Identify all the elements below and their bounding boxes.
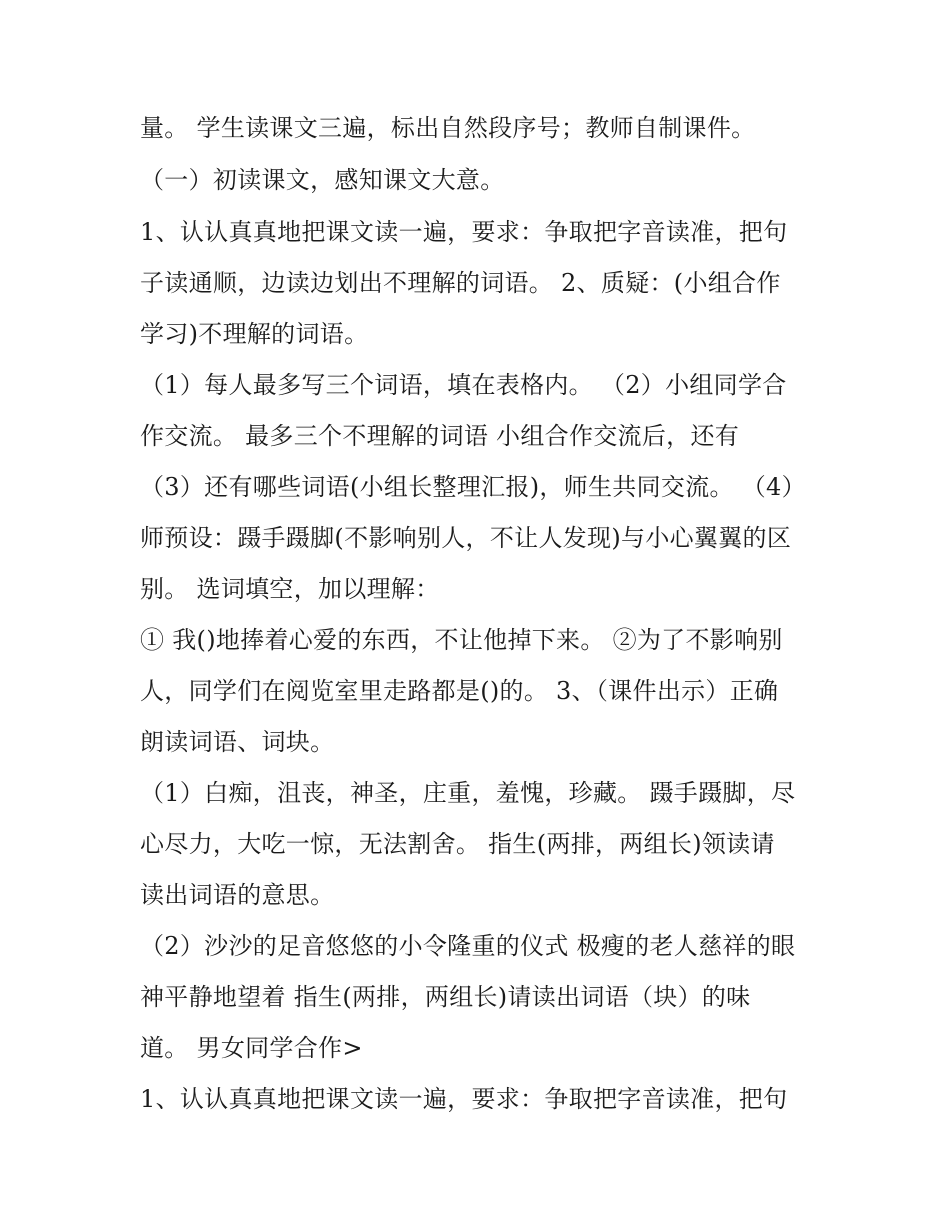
text-line-9: 师预设：蹑手蹑脚(不影响别人，不让人发现)与小心翼翼的区 <box>140 524 792 552</box>
text-line-17: （2）沙沙的足音悠悠的小令隆重的仪式 极瘦的老人慈祥的眼 <box>140 932 796 960</box>
text-line-2: （一）初读课文，感知课文大意。 <box>140 166 505 194</box>
text-line-15: 心尽力，大吃一惊，无法割舍。 指生(两排，两组长)领读请 <box>140 830 775 858</box>
text-line-1: 量。 学生读课文三遍，标出自然段序号；教师自制课件。 <box>140 114 756 142</box>
text-line-4: 子读通顺，边读边划出不理解的词语。 2、质疑：(小组合作 <box>140 269 781 297</box>
text-line-8: （3）还有哪些词语(小组长整理汇报)，师生共同交流。 （4） <box>140 473 806 501</box>
text-line-5: 学习)不理解的词语。 <box>140 320 369 348</box>
text-line-12: 人，同学们在阅览室里走路都是()的。 3、（课件出示）正确 <box>140 677 779 705</box>
text-line-20: 1、认认真真地把课文读一遍，要求：争取把字音读准，把句 <box>140 1085 788 1113</box>
text-line-11: ① 我()地捧着心爱的东西，不让他掉下来。 ②为了不影响别 <box>140 626 783 654</box>
text-line-6: （1）每人最多写三个词语，填在表格内。 （2）小组同学合 <box>140 371 787 399</box>
text-line-19: 道。 男女同学合作> <box>140 1034 363 1062</box>
text-line-18: 神平静地望着 指生(两排，两组长)请读出词语（块）的味 <box>140 983 751 1011</box>
text-line-16: 读出词语的意思。 <box>140 881 335 909</box>
text-line-14: （1）白痴，沮丧，神圣，庄重，羞愧，珍藏。 蹑手蹑脚，尽 <box>140 779 796 807</box>
text-line-13: 朗读词语、词块。 <box>140 728 335 756</box>
text-line-7: 作交流。 最多三个不理解的词语 小组合作交流后，还有 <box>140 422 740 450</box>
text-line-10: 别。 选词填空，加以理解： <box>140 575 440 603</box>
text-line-3: 1、认认真真地把课文读一遍，要求：争取把字音读准，把句 <box>140 218 788 246</box>
